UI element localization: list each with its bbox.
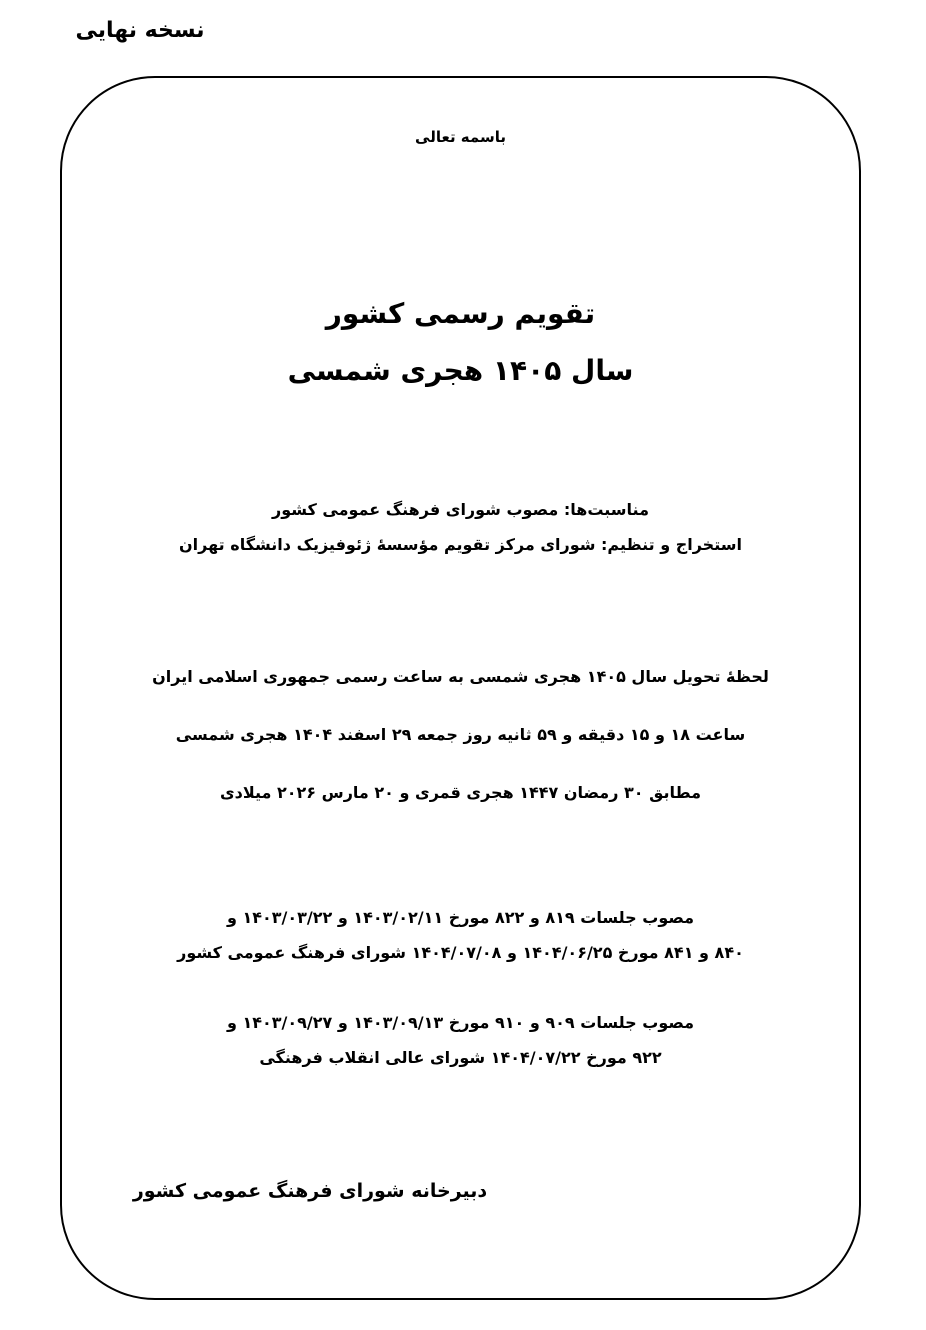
culture-council-approval-line-1: مصوب جلسات ۸۱۹ و ۸۲۲ مورخ ۱۴۰۳/۰۲/۱۱ و ۱۴۰۳/۰۳/۲۲ و [226, 908, 695, 927]
document-subtitle: سال ۱۴۰۵ هجری شمسی [287, 354, 634, 387]
occasions-approval-line: مناسبت‌ها: مصوب شورای فرهنگ عمومی کشور [272, 500, 649, 519]
revolution-council-approval-line-2: ۹۲۲ مورخ ۱۴۰۴/۰۷/۲۲ شورای عالی انقلاب فرهنگی [259, 1048, 662, 1067]
final-version-label: نسخه نهایی [75, 18, 205, 43]
revolution-council-approval-line-1: مصوب جلسات ۹۰۹ و ۹۱۰ مورخ ۱۴۰۳/۰۹/۱۳ و ۱۴۰۳/۰۹/۲۷ و [226, 1013, 695, 1032]
rounded-page-frame [60, 76, 861, 1300]
new-year-moment-heading: لحظهٔ تحویل سال ۱۴۰۵ هجری شمسی به ساعت رسمی جمهوری اسلامی ایران [152, 667, 769, 686]
extraction-credit-line: استخراج و تنظیم: شورای مرکز تقویم مؤسسهٔ ژئوفیزیک دانشگاه تهران [179, 535, 742, 554]
basmala-heading: باسمه تعالی [415, 128, 506, 146]
culture-council-approval-line-2: ۸۴۰ و ۸۴۱ مورخ ۱۴۰۴/۰۶/۲۵ و ۱۴۰۴/۰۷/۰۸ شورای فرهنگ عمومی کشور [177, 943, 744, 962]
new-year-moment-time: ساعت ۱۸ و ۱۵ دقیقه و ۵۹ ثانیه روز جمعه ۲۹ اسفند ۱۴۰۴ هجری شمسی [175, 725, 746, 744]
document-title: تقویم رسمی کشور [325, 297, 596, 330]
secretariat-signature: دبیرخانه شورای فرهنگ عمومی کشور [132, 1180, 488, 1202]
new-year-moment-equivalent: مطابق ۳۰ رمضان ۱۴۴۷ هجری قمری و ۲۰ مارس ۲۰۲۶ میلادی [219, 783, 702, 802]
